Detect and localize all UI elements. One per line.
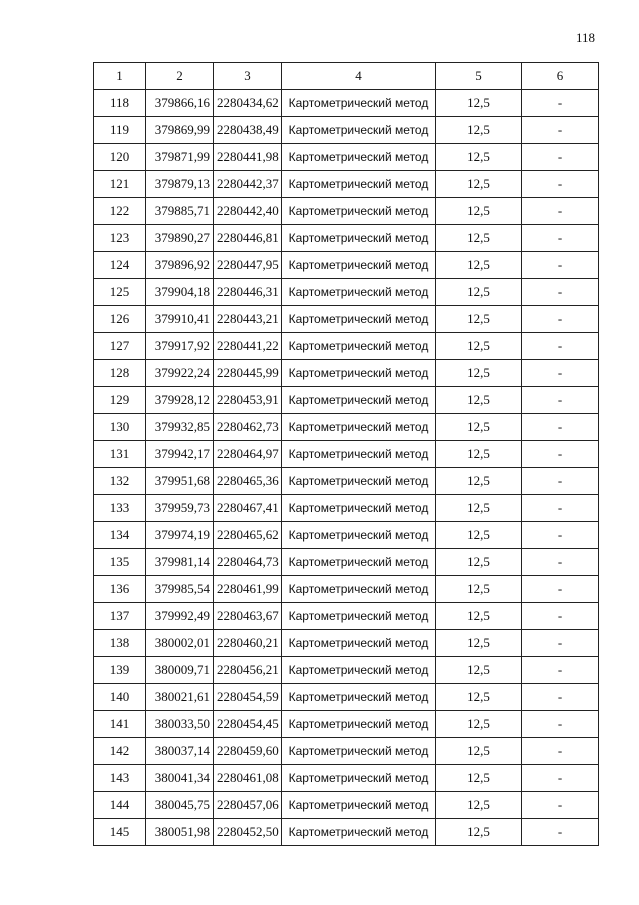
y-coordinate-cell: 2280442,37 <box>214 171 282 198</box>
method-cell: Картометрический метод <box>282 576 436 603</box>
accuracy-cell: 12,5 <box>436 711 522 738</box>
x-coordinate-cell: 379904,18 <box>146 279 214 306</box>
y-coordinate-cell: 2280454,59 <box>214 684 282 711</box>
description-cell: - <box>522 306 599 333</box>
y-coordinate-cell: 2280434,62 <box>214 90 282 117</box>
point-number-cell: 132 <box>94 468 146 495</box>
method-cell: Картометрический метод <box>282 522 436 549</box>
method-cell: Картометрический метод <box>282 225 436 252</box>
point-number-cell: 145 <box>94 819 146 846</box>
y-coordinate-cell: 2280445,99 <box>214 360 282 387</box>
method-cell: Картометрический метод <box>282 684 436 711</box>
method-cell: Картометрический метод <box>282 333 436 360</box>
x-coordinate-cell: 379928,12 <box>146 387 214 414</box>
accuracy-cell: 12,5 <box>436 90 522 117</box>
method-cell: Картометрический метод <box>282 468 436 495</box>
accuracy-cell: 12,5 <box>436 225 522 252</box>
method-cell: Картометрический метод <box>282 549 436 576</box>
x-coordinate-cell: 379981,14 <box>146 549 214 576</box>
description-cell: - <box>522 333 599 360</box>
point-number-cell: 119 <box>94 117 146 144</box>
accuracy-cell: 12,5 <box>436 279 522 306</box>
x-coordinate-cell: 379922,24 <box>146 360 214 387</box>
y-coordinate-cell: 2280441,22 <box>214 333 282 360</box>
method-cell: Картометрический метод <box>282 144 436 171</box>
method-cell: Картометрический метод <box>282 603 436 630</box>
table-row <box>94 765 599 792</box>
point-number-cell: 118 <box>94 90 146 117</box>
point-number-cell: 135 <box>94 549 146 576</box>
point-number-cell: 137 <box>94 603 146 630</box>
method-cell: Картометрический метод <box>282 630 436 657</box>
accuracy-cell: 12,5 <box>436 549 522 576</box>
description-cell: - <box>522 738 599 765</box>
column-header-4: 4 <box>282 63 436 90</box>
table-row <box>94 711 599 738</box>
x-coordinate-cell: 379866,16 <box>146 90 214 117</box>
table-row <box>94 441 599 468</box>
x-coordinate-cell: 380041,34 <box>146 765 214 792</box>
description-cell: - <box>522 792 599 819</box>
x-coordinate-cell: 379985,54 <box>146 576 214 603</box>
point-number-cell: 127 <box>94 333 146 360</box>
x-coordinate-cell: 379932,85 <box>146 414 214 441</box>
description-cell: - <box>522 252 599 279</box>
point-number-cell: 138 <box>94 630 146 657</box>
table-row <box>94 360 599 387</box>
accuracy-cell: 12,5 <box>436 684 522 711</box>
description-cell: - <box>522 657 599 684</box>
point-number-cell: 123 <box>94 225 146 252</box>
point-number-cell: 125 <box>94 279 146 306</box>
y-coordinate-cell: 2280460,21 <box>214 630 282 657</box>
x-coordinate-cell: 379890,27 <box>146 225 214 252</box>
accuracy-cell: 12,5 <box>436 306 522 333</box>
accuracy-cell: 12,5 <box>436 792 522 819</box>
table-row <box>94 738 599 765</box>
description-cell: - <box>522 144 599 171</box>
table-row <box>94 414 599 441</box>
accuracy-cell: 12,5 <box>436 387 522 414</box>
method-cell: Картометрический метод <box>282 306 436 333</box>
x-coordinate-cell: 379879,13 <box>146 171 214 198</box>
method-cell: Картометрический метод <box>282 360 436 387</box>
point-number-cell: 124 <box>94 252 146 279</box>
y-coordinate-cell: 2280442,40 <box>214 198 282 225</box>
table-row <box>94 171 599 198</box>
method-cell: Картометрический метод <box>282 414 436 441</box>
description-cell: - <box>522 441 599 468</box>
column-header-2: 2 <box>146 63 214 90</box>
y-coordinate-cell: 2280464,73 <box>214 549 282 576</box>
table-row <box>94 252 599 279</box>
x-coordinate-cell: 379871,99 <box>146 144 214 171</box>
y-coordinate-cell: 2280465,36 <box>214 468 282 495</box>
point-number-cell: 144 <box>94 792 146 819</box>
column-header-6: 6 <box>522 63 599 90</box>
y-coordinate-cell: 2280438,49 <box>214 117 282 144</box>
table-body <box>94 90 599 846</box>
point-number-cell: 136 <box>94 576 146 603</box>
accuracy-cell: 12,5 <box>436 414 522 441</box>
description-cell: - <box>522 495 599 522</box>
table-row <box>94 684 599 711</box>
description-cell: - <box>522 711 599 738</box>
point-number-cell: 143 <box>94 765 146 792</box>
accuracy-cell: 12,5 <box>436 630 522 657</box>
accuracy-cell: 12,5 <box>436 198 522 225</box>
method-cell: Картометрический метод <box>282 117 436 144</box>
x-coordinate-cell: 380051,98 <box>146 819 214 846</box>
table-row <box>94 522 599 549</box>
y-coordinate-cell: 2280459,60 <box>214 738 282 765</box>
column-header-5: 5 <box>436 63 522 90</box>
accuracy-cell: 12,5 <box>436 819 522 846</box>
x-coordinate-cell: 379951,68 <box>146 468 214 495</box>
method-cell: Картометрический метод <box>282 819 436 846</box>
y-coordinate-cell: 2280457,06 <box>214 792 282 819</box>
description-cell: - <box>522 603 599 630</box>
accuracy-cell: 12,5 <box>436 657 522 684</box>
accuracy-cell: 12,5 <box>436 144 522 171</box>
method-cell: Картометрический метод <box>282 441 436 468</box>
point-number-cell: 140 <box>94 684 146 711</box>
method-cell: Картометрический метод <box>282 738 436 765</box>
y-coordinate-cell: 2280447,95 <box>214 252 282 279</box>
point-number-cell: 129 <box>94 387 146 414</box>
accuracy-cell: 12,5 <box>436 171 522 198</box>
y-coordinate-cell: 2280443,21 <box>214 306 282 333</box>
x-coordinate-cell: 379942,17 <box>146 441 214 468</box>
description-cell: - <box>522 684 599 711</box>
x-coordinate-cell: 380033,50 <box>146 711 214 738</box>
description-cell: - <box>522 414 599 441</box>
point-number-cell: 134 <box>94 522 146 549</box>
method-cell: Картометрический метод <box>282 252 436 279</box>
description-cell: - <box>522 171 599 198</box>
y-coordinate-cell: 2280456,21 <box>214 657 282 684</box>
method-cell: Картометрический метод <box>282 387 436 414</box>
table-row <box>94 630 599 657</box>
method-cell: Картометрический метод <box>282 495 436 522</box>
method-cell: Картометрический метод <box>282 279 436 306</box>
accuracy-cell: 12,5 <box>436 117 522 144</box>
table-row <box>94 576 599 603</box>
x-coordinate-cell: 380037,14 <box>146 738 214 765</box>
method-cell: Картометрический метод <box>282 711 436 738</box>
point-number-cell: 131 <box>94 441 146 468</box>
table-row <box>94 792 599 819</box>
table-row <box>94 333 599 360</box>
y-coordinate-cell: 2280465,62 <box>214 522 282 549</box>
x-coordinate-cell: 379869,99 <box>146 117 214 144</box>
description-cell: - <box>522 117 599 144</box>
point-number-cell: 128 <box>94 360 146 387</box>
table-row <box>94 657 599 684</box>
description-cell: - <box>522 630 599 657</box>
y-coordinate-cell: 2280453,91 <box>214 387 282 414</box>
description-cell: - <box>522 468 599 495</box>
table-row <box>94 279 599 306</box>
x-coordinate-cell: 379992,49 <box>146 603 214 630</box>
column-header-1: 1 <box>94 63 146 90</box>
description-cell: - <box>522 765 599 792</box>
x-coordinate-cell: 380009,71 <box>146 657 214 684</box>
description-cell: - <box>522 90 599 117</box>
y-coordinate-cell: 2280446,31 <box>214 279 282 306</box>
x-coordinate-cell: 379974,19 <box>146 522 214 549</box>
table-row <box>94 387 599 414</box>
accuracy-cell: 12,5 <box>436 738 522 765</box>
header-row <box>94 63 599 90</box>
y-coordinate-cell: 2280446,81 <box>214 225 282 252</box>
method-cell: Картометрический метод <box>282 765 436 792</box>
description-cell: - <box>522 387 599 414</box>
point-number-cell: 139 <box>94 657 146 684</box>
accuracy-cell: 12,5 <box>436 441 522 468</box>
accuracy-cell: 12,5 <box>436 765 522 792</box>
y-coordinate-cell: 2280454,45 <box>214 711 282 738</box>
accuracy-cell: 12,5 <box>436 252 522 279</box>
accuracy-cell: 12,5 <box>436 603 522 630</box>
description-cell: - <box>522 225 599 252</box>
table-row <box>94 495 599 522</box>
y-coordinate-cell: 2280462,73 <box>214 414 282 441</box>
description-cell: - <box>522 522 599 549</box>
y-coordinate-cell: 2280452,50 <box>214 819 282 846</box>
point-number-cell: 120 <box>94 144 146 171</box>
y-coordinate-cell: 2280463,67 <box>214 603 282 630</box>
point-number-cell: 142 <box>94 738 146 765</box>
table-row <box>94 306 599 333</box>
x-coordinate-cell: 379910,41 <box>146 306 214 333</box>
y-coordinate-cell: 2280461,08 <box>214 765 282 792</box>
table-row <box>94 144 599 171</box>
page-number: 118 <box>575 30 595 45</box>
point-number-cell: 130 <box>94 414 146 441</box>
method-cell: Картометрический метод <box>282 171 436 198</box>
point-number-cell: 141 <box>94 711 146 738</box>
accuracy-cell: 12,5 <box>436 495 522 522</box>
x-coordinate-cell: 379959,73 <box>146 495 214 522</box>
table-row <box>94 819 599 846</box>
x-coordinate-cell: 379896,92 <box>146 252 214 279</box>
method-cell: Картометрический метод <box>282 792 436 819</box>
y-coordinate-cell: 2280464,97 <box>214 441 282 468</box>
method-cell: Картометрический метод <box>282 198 436 225</box>
x-coordinate-cell: 380002,01 <box>146 630 214 657</box>
table-row <box>94 90 599 117</box>
description-cell: - <box>522 360 599 387</box>
table-row <box>94 549 599 576</box>
x-coordinate-cell: 379917,92 <box>146 333 214 360</box>
table-row <box>94 225 599 252</box>
table-row <box>94 603 599 630</box>
accuracy-cell: 12,5 <box>436 522 522 549</box>
description-cell: - <box>522 198 599 225</box>
table-row <box>94 468 599 495</box>
accuracy-cell: 12,5 <box>436 333 522 360</box>
table-row <box>94 117 599 144</box>
coordinates-table <box>93 62 599 846</box>
description-cell: - <box>522 819 599 846</box>
y-coordinate-cell: 2280441,98 <box>214 144 282 171</box>
accuracy-cell: 12,5 <box>436 360 522 387</box>
point-number-cell: 126 <box>94 306 146 333</box>
point-number-cell: 121 <box>94 171 146 198</box>
x-coordinate-cell: 379885,71 <box>146 198 214 225</box>
description-cell: - <box>522 279 599 306</box>
description-cell: - <box>522 549 599 576</box>
point-number-cell: 133 <box>94 495 146 522</box>
y-coordinate-cell: 2280461,99 <box>214 576 282 603</box>
method-cell: Картометрический метод <box>282 90 436 117</box>
description-cell: - <box>522 576 599 603</box>
accuracy-cell: 12,5 <box>436 576 522 603</box>
point-number-cell: 122 <box>94 198 146 225</box>
y-coordinate-cell: 2280467,41 <box>214 495 282 522</box>
x-coordinate-cell: 380021,61 <box>146 684 214 711</box>
method-cell: Картометрический метод <box>282 657 436 684</box>
column-header-3: 3 <box>214 63 282 90</box>
accuracy-cell: 12,5 <box>436 468 522 495</box>
table-row <box>94 198 599 225</box>
x-coordinate-cell: 380045,75 <box>146 792 214 819</box>
